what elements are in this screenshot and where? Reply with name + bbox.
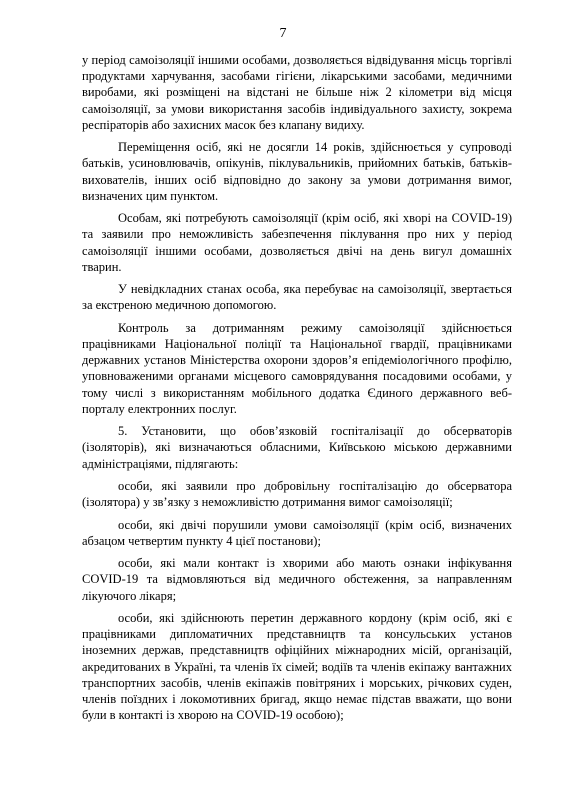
paragraph-section-5-hospitalization: 5. Установити, що обов’язковій госпіталізації до обсерваторів (ізоляторів), які визначаються обласними, Київською міською державними адміністраціями, підлягають: [82,424,512,471]
page-number: 7 [279,26,287,41]
paragraph-emergency-care: У невідкладних станах особа, яка перебуває на самоізоляції, звертається за екстреною медичною допомогою. [82,282,512,313]
paragraph-pet-walking: Особам, які потребують самоізоляції (крім осіб, які хворі на COVID-19) та заявили про неможливість забезпечення піклування про них у період самоізоляції іншими особами, дозволяється двічі на день вигул домашніх тварин. [82,211,512,274]
list-item-violators: особи, які двічі порушили умови самоізоляції (крім осіб, визначених абзацом четвертим пункту 4 цієї постанови); [82,517,512,548]
document-body [82,52,512,730]
paragraph-minors-movement: Переміщення осіб, які не досягли 14 років, здійснюється у супроводі батьків, усиновлювачів, опікунів, піклувальників, прийомних батьків, батьків-вихователів, інших осіб відповідно до закону за умови дотримання вимог, визначених цим пунктом. [82,140,512,203]
list-item-contacts-refusing-exam: особи, які мали контакт із хворими або мають ознаки інфікування COVID-19 та відмовляються від медичного обстеження, за направленням лікуючого лікаря; [82,556,512,603]
list-item-border-crossers: особи, які здійснюють перетин державного кордону (крім осіб, які є працівниками дипломатичних представництв та консульських установ іноземних держав, представництв офіційних міжнародних місій, організацій, акредитованих в Україні, та членів їх сімей; водіїв та членів екіпажу вантажних транспортних засобів, членів екіпажів повітряних і морських, річкових суден, членів поїздних і локомотивних бригад, якщо немає підстав вважати, що вони були в контакті із хворою на COVID-19 особою); [82,610,512,723]
list-item-voluntary-hospitalization: особи, які заявили про добровільну госпіталізацію до обсерватора (ізолятора) у зв’язку з неможливістю дотримання вимог самоізоляції; [82,479,512,510]
paragraph-isolation-control: Контроль за дотриманням режиму самоізоляції здійснюється працівниками Національної поліції та Національної гвардії, працівниками державних установ Міністерства охорони здоров’я епідеміологічного профілю, уповноваженими органами місцевого самоврядування посадовими особами, у тому числі з використанням мобільного додатка Єдиного державного веб-порталу електронних послуг. [82,320,512,416]
paragraph-self-isolation-shopping: у період самоізоляції іншими особами, дозволяється відвідування місць торгівлі продуктами харчування, засобами гігієни, лікарськими засобами, медичними виробами, які розміщені на відстані не більше ніж 2 кілометри від місця самоізоляції, за умови використання засобів індивідуального захисту, зокрема респіраторів або захисних масок без клапану видиху. [82,53,512,132]
